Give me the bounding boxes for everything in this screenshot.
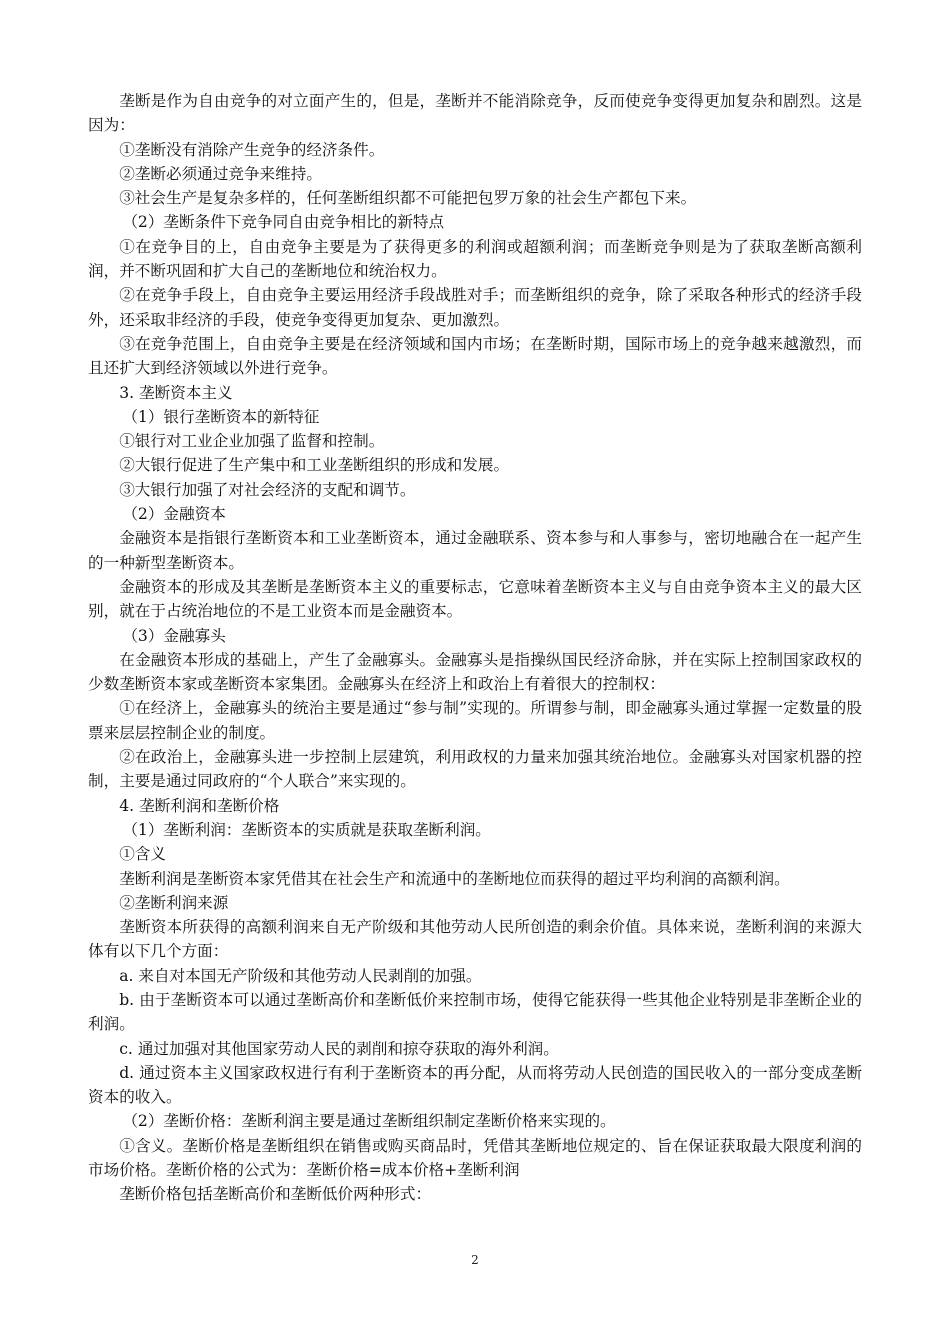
list-item: ③大银行加强了对社会经济的支配和调节。	[119, 480, 416, 499]
paragraph: 垄断价格包括垄断高价和垄断低价两种形式：	[119, 1185, 432, 1204]
subsection-heading: （2）金融资本	[122, 505, 226, 524]
list-item: b. 由于垄断资本可以通过垄断高价和垄断低价来控制市场，使得它能获得一些其他企业特别是非垄断企业的利润。	[88, 990, 862, 1034]
list-item: ①在竞争目的上，自由竞争主要是为了获得更多的利润或超额利润；而垄断竞争则是为了获取垄断高额利润，并不断巩固和扩大自己的垄断地位和统治权力。	[88, 237, 862, 281]
section-heading: （2）垄断条件下竞争同自由竞争相比的新特点	[122, 213, 445, 232]
list-item: ②大银行促进了生产集中和工业垄断组织的形成和发展。	[119, 456, 510, 475]
paragraph: 在金融资本形成的基础上，产生了金融寡头。金融寡头是指操纵国民经济命脉，并在实际上控制国家政权的少数垄断资本家或垄断资本家集团。金融寡头在经济上和政治上有着很大的控制权：	[88, 650, 862, 694]
list-item: ②垄断利润来源	[119, 893, 229, 912]
list-item: ③在竞争范围上，自由竞争主要是在经济领域和国内市场；在垄断时期，国际市场上的竞争越来越激烈，而且还扩大到经济领域以外进行竞争。	[88, 334, 862, 378]
paragraph: 垄断利润是垄断资本家凭借其在社会生产和流通中的垄断地位而获得的超过平均利润的高额利润。	[119, 869, 790, 888]
paragraph: 金融资本的形成及其垄断是垄断资本主义的重要标志，它意味着垄断资本主义与自由竞争资本主义的最大区别，就在于占统治地位的不是工业资本而是金融资本。	[88, 577, 862, 621]
paragraph: 金融资本是指银行垄断资本和工业垄断资本，通过金融联系、资本参与和人事参与，密切地融合在一起产生的一种新型垄断资本。	[88, 529, 862, 572]
section-heading: 4. 垄断利润和垄断价格	[119, 796, 280, 815]
list-item: ①含义	[119, 845, 166, 864]
list-item: ①含义。垄断价格是垄断组织在销售或购买商品时，凭借其垄断地位规定的、旨在保证获取最大限度利润的市场价格。垄断价格的公式为：垄断价格=成本价格+垄断利润	[88, 1136, 862, 1180]
list-item: d. 通过资本主义国家政权进行有利于垄断资本的再分配，从而将劳动人民创造的国民收入的一部分变成垄断资本的收入。	[88, 1063, 862, 1107]
list-item: a. 来自对本国无产阶级和其他劳动人民剥削的加强。	[119, 966, 482, 985]
list-item: ①银行对工业企业加强了监督和控制。	[119, 432, 385, 451]
paragraph: 垄断是作为自由竞争的对立面产生的，但是，垄断并不能消除竞争，反而使竞争变得更加复杂和剧烈。这是因为：	[88, 92, 862, 135]
subsection-heading: （1）垄断利润：垄断资本的实质就是获取垄断利润。	[122, 820, 491, 839]
list-item: ②在政治上，金融寡头进一步控制上层建筑，利用政权的力量来加强其统治地位。金融寡头对国家机器的控制，主要是通过同政府的“个人联合”来实现的。	[88, 748, 862, 791]
paragraph: 垄断资本所获得的高额利润来自无产阶级和其他劳动人民所创造的剩余价值。具体来说，垄断利润的来源大体有以下几个方面：	[88, 918, 862, 961]
section-heading: 3. 垄断资本主义	[119, 383, 233, 402]
list-item: ②垄断必须通过竞争来维持。	[119, 164, 322, 183]
list-item: ②在竞争手段上，自由竞争主要运用经济手段战胜对手；而垄断组织的竞争，除了采取各种形式的经济手段外，还采取非经济的手段，使竞争变得更加复杂、更加激烈。	[88, 286, 862, 329]
subsection-heading: （2）垄断价格：垄断利润主要是通过垄断组织制定垄断价格来实现的。	[122, 1112, 616, 1131]
list-item: c. 通过加强对其他国家劳动人民的剥削和掠夺获取的海外利润。	[119, 1039, 559, 1058]
subsection-heading: （1）银行垄断资本的新特征	[122, 407, 320, 426]
list-item: ①垄断没有消除产生竞争的经济条件。	[119, 140, 385, 159]
page-number: 2	[471, 1253, 479, 1267]
subsection-heading: （3）金融寡头	[122, 626, 226, 645]
document-body	[88, 89, 862, 1207]
list-item: ①在经济上，金融寡头的统治主要是通过“参与制”实现的。所谓参与制，即金融寡头通过掌握一定数量的股票来层层控制企业的制度。	[88, 699, 862, 742]
list-item: ③社会生产是复杂多样的，任何垄断组织都不可能把包罗万象的社会生产都包下来。	[119, 189, 697, 208]
